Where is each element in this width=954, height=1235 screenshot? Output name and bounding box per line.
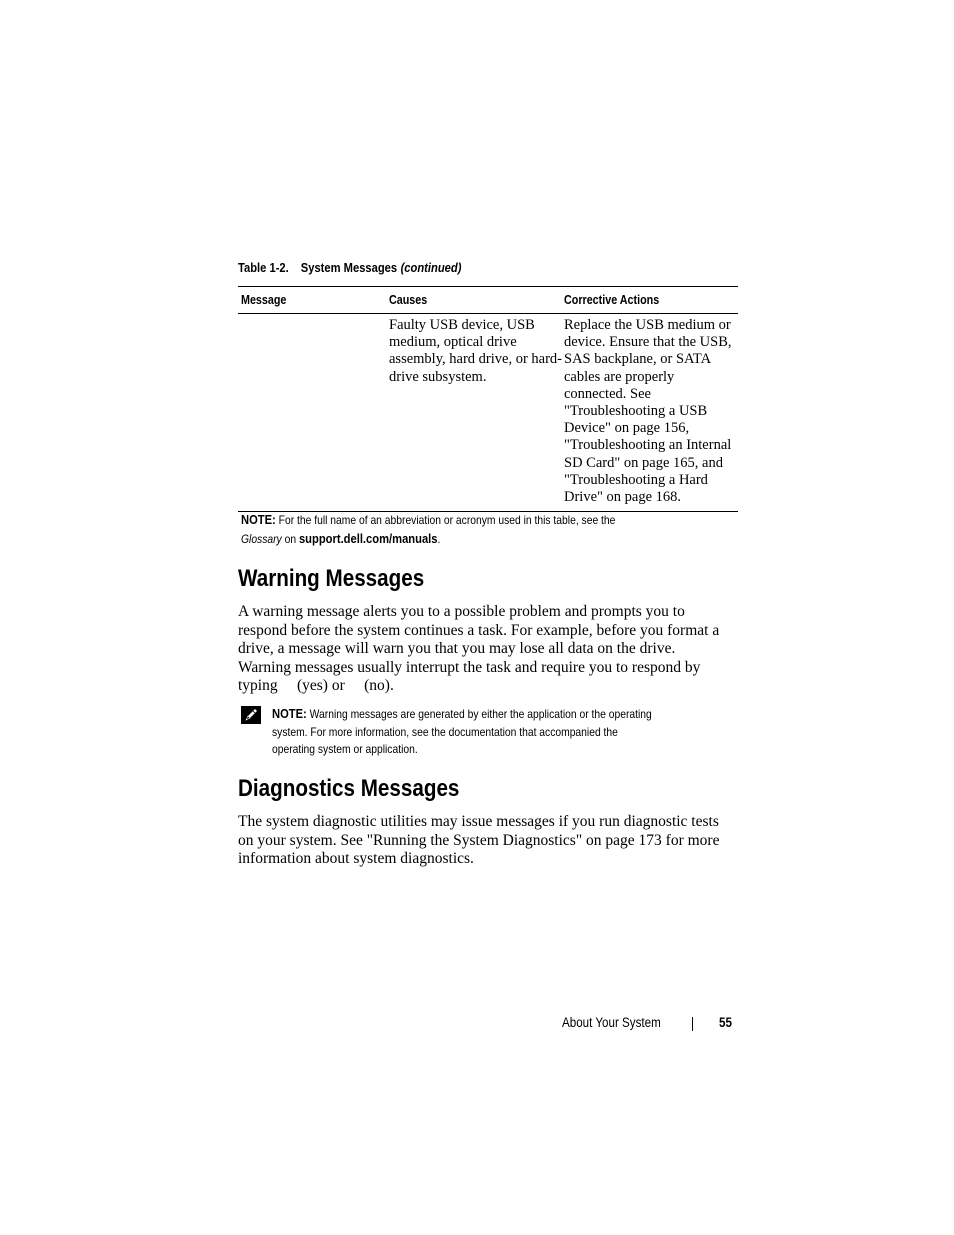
warning-paragraph: A warning message alerts you to a possible problem and prompts you to respond before the system continues a task. For example, before you format a drive, a message will warn you that you may lose all data on the drive. Warning messages usually interrupt the task and require you to respond by typing (yes) or (no). — [238, 603, 720, 695]
page-number: 55 — [719, 1015, 732, 1030]
footer-section-title: About Your System — [562, 1015, 661, 1030]
footer-divider — [692, 1017, 693, 1031]
cell-message — [238, 317, 389, 506]
header-message: Message — [241, 293, 287, 307]
cell-corrective-actions: Replace the USB medium or device. Ensure that the USB, SAS backplane, or SATA cables are properly connected. See "Troubleshooting a USB Device" on page 156, "Troubleshooting an Internal SD Card" on page 165, and "Troubleshooting a Hard Drive" on page 168. — [564, 317, 732, 506]
diagnostics-messages-heading: Diagnostics Messages — [238, 775, 460, 802]
table-caption — [238, 260, 498, 275]
header-causes: Causes — [389, 293, 428, 307]
table-header-row — [238, 287, 738, 314]
warning-messages-heading: Warning Messages — [238, 565, 425, 592]
glossary-reference: Glossary — [241, 531, 282, 546]
table-note-text: For the full name of an abbreviation or acronym used in this table, see the — [278, 513, 616, 527]
system-messages-table — [238, 286, 738, 512]
pencil-note-icon — [240, 705, 262, 725]
table-note: NOTE: For the full name of an abbreviation or acronym used in this table, see the Glossary on support.dell.com/manuals. — [241, 512, 616, 546]
table-note-label: NOTE: — [241, 512, 276, 527]
warning-note: NOTE: Warning messages are generated by either the application or the operating system. For more information, see the documentation that accompanied the operating system or application. — [272, 706, 652, 756]
table-row — [238, 314, 738, 511]
table-caption-number: Table 1-2. — [238, 260, 289, 275]
support-link[interactable]: support.dell.com/manuals — [298, 530, 438, 546]
header-corrective-actions: Corrective Actions — [564, 293, 660, 307]
table-caption-title: System Messages — [300, 260, 398, 275]
cell-causes: Faulty USB device, USB medium, optical drive assembly, hard drive, or hard- drive subsystem. — [389, 317, 563, 385]
warning-note-label: NOTE: — [272, 706, 307, 721]
diagnostics-paragraph: The system diagnostic utilities may issue messages if you run diagnostic tests on your system. See "Running the System Diagnostics" on page 173 for more information about system diagnostics. — [238, 813, 720, 868]
table-caption-continued: (continued) — [400, 260, 462, 275]
